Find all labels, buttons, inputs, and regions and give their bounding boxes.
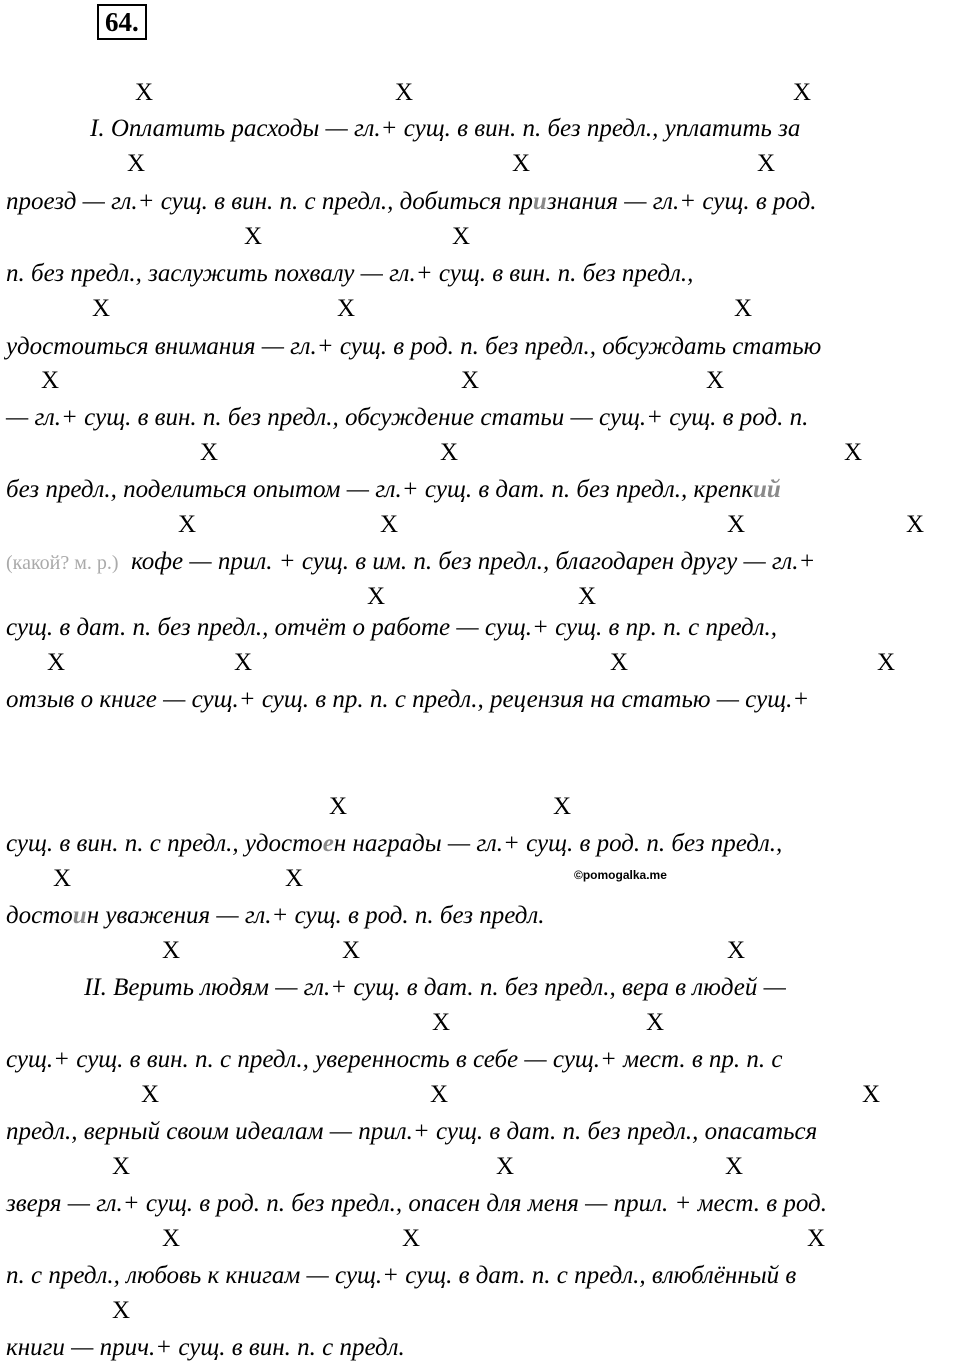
text-part: досто (6, 902, 73, 929)
x-mark: X (112, 1153, 131, 1180)
x-mark: X (793, 79, 812, 106)
x-marks-row (0, 648, 960, 678)
x-marks-row (0, 1296, 960, 1326)
text-line: сущ. в дат. п. без предл., отчёт о работе — сущ.+ сущ. в пр. п. с предл., (6, 614, 777, 641)
highlighted-ending: ий (753, 476, 781, 503)
x-marks-row (0, 864, 960, 894)
text-line (6, 474, 781, 506)
exercise-number: 64. (97, 4, 147, 40)
x-marks-row (0, 792, 960, 822)
x-mark: X (877, 649, 896, 676)
text-line: книги — прич.+ сущ. в вин. п. с предл. (6, 1334, 405, 1361)
x-mark: X (461, 367, 480, 394)
text-part: кофе — прил. + сущ. в им. п. без предл., благодарен другу — гл.+ (131, 548, 816, 575)
x-mark: X (395, 79, 414, 106)
text-part: без предл., поделиться опытом — гл.+ сущ. в дат. п. без предл., крепк (6, 476, 754, 503)
text-part: сущ. в вин. п. с предл., удосто (6, 830, 323, 857)
x-mark: X (844, 439, 863, 466)
x-mark: X (41, 367, 60, 394)
highlighted-letter: и (72, 902, 87, 929)
text-part: проезд — гл.+ сущ. в вин. п. с предл., добиться пр (6, 188, 533, 215)
x-mark: X (112, 1297, 131, 1324)
x-mark: X (127, 150, 146, 177)
x-marks-row (0, 294, 960, 324)
text-part: н награды — гл.+ сущ. в род. п. без предл., (333, 830, 783, 857)
x-mark: X (610, 649, 629, 676)
x-mark: X (512, 150, 531, 177)
x-marks-row (0, 582, 960, 612)
x-mark: X (727, 511, 746, 538)
text-part: н уважения — гл.+ сущ. в род. п. без предл. (86, 902, 545, 929)
text-line (6, 546, 815, 579)
x-mark: X (646, 1009, 665, 1036)
x-marks-row (0, 1080, 960, 1110)
x-marks-row (0, 1224, 960, 1254)
x-mark: X (578, 583, 597, 610)
x-mark: X (862, 1081, 881, 1108)
x-mark: X (53, 865, 72, 892)
x-marks-row (0, 438, 960, 468)
x-marks-row (0, 1008, 960, 1038)
x-marks-row (0, 78, 960, 108)
x-mark: X (329, 793, 348, 820)
text-line: п. без предл., заслужить похвалу — гл.+ сущ. в вин. п. без предл., (6, 260, 694, 287)
text-line: удостоиться внимания — гл.+ сущ. в род. п. без предл., обсуждать статью (6, 333, 822, 360)
x-marks-row (0, 936, 960, 966)
x-marks-row (0, 510, 960, 540)
text-line (6, 900, 545, 932)
x-mark: X (402, 1225, 421, 1252)
x-mark: X (337, 295, 356, 322)
x-mark: X (734, 295, 753, 322)
x-mark: X (141, 1081, 160, 1108)
x-mark: X (200, 439, 219, 466)
highlighted-letter: и (532, 188, 547, 215)
x-marks-row (0, 222, 960, 252)
text-line: II. Верить людям — гл.+ сущ. в дат. п. без предл., вера в людей — (84, 974, 786, 1001)
x-mark: X (47, 649, 66, 676)
x-mark: X (285, 865, 304, 892)
x-mark: X (496, 1153, 515, 1180)
x-mark: X (162, 937, 181, 964)
x-mark: X (178, 511, 197, 538)
text-line: предл., верный своим идеалам — прил.+ сущ. в дат. п. без предл., опасаться (6, 1118, 818, 1145)
x-mark: X (244, 223, 263, 250)
x-mark: X (757, 150, 776, 177)
x-mark: X (706, 367, 725, 394)
x-mark: X (430, 1081, 449, 1108)
text-line: сущ.+ сущ. в вин. п. с предл., уверенность в себе — сущ.+ мест. в пр. п. с (6, 1046, 783, 1073)
watermark: ©pomogalka.me (574, 868, 667, 882)
text-line (6, 186, 817, 218)
x-mark: X (432, 1009, 451, 1036)
text-line (6, 828, 782, 860)
x-marks-row (0, 1152, 960, 1182)
x-mark: X (162, 1225, 181, 1252)
x-mark: X (906, 511, 925, 538)
x-mark: X (342, 937, 361, 964)
note-annotation: (какой? м. р.) (6, 552, 119, 574)
text-line: зверя — гл.+ сущ. в род. п. без предл., опасен для меня — прил. + мест. в род. (6, 1190, 827, 1217)
x-mark: X (807, 1225, 826, 1252)
x-mark: X (727, 937, 746, 964)
x-mark: X (440, 439, 459, 466)
x-mark: X (92, 295, 111, 322)
text-part: знания — гл.+ сущ. в род. (546, 188, 817, 215)
x-mark: X (380, 511, 399, 538)
text-line: I. Оплатить расходы — гл.+ сущ. в вин. п. без предл., уплатить за (90, 115, 801, 142)
x-mark: X (367, 583, 386, 610)
x-mark: X (234, 649, 253, 676)
x-marks-row (0, 366, 960, 396)
x-mark: X (553, 793, 572, 820)
text-line: п. с предл., любовь к книгам — сущ.+ сущ. в дат. п. с предл., влюблённый в (6, 1262, 797, 1289)
x-marks-row (0, 149, 960, 179)
x-mark: X (135, 79, 154, 106)
x-mark: X (725, 1153, 744, 1180)
text-line: — гл.+ сущ. в вин. п. без предл., обсуждение статьи — сущ.+ сущ. в род. п. (6, 404, 809, 431)
highlighted-letter: е (322, 830, 334, 857)
x-mark: X (452, 223, 471, 250)
text-line: отзыв о книге — сущ.+ сущ. в пр. п. с предл., рецензия на статью — сущ.+ (6, 686, 810, 713)
